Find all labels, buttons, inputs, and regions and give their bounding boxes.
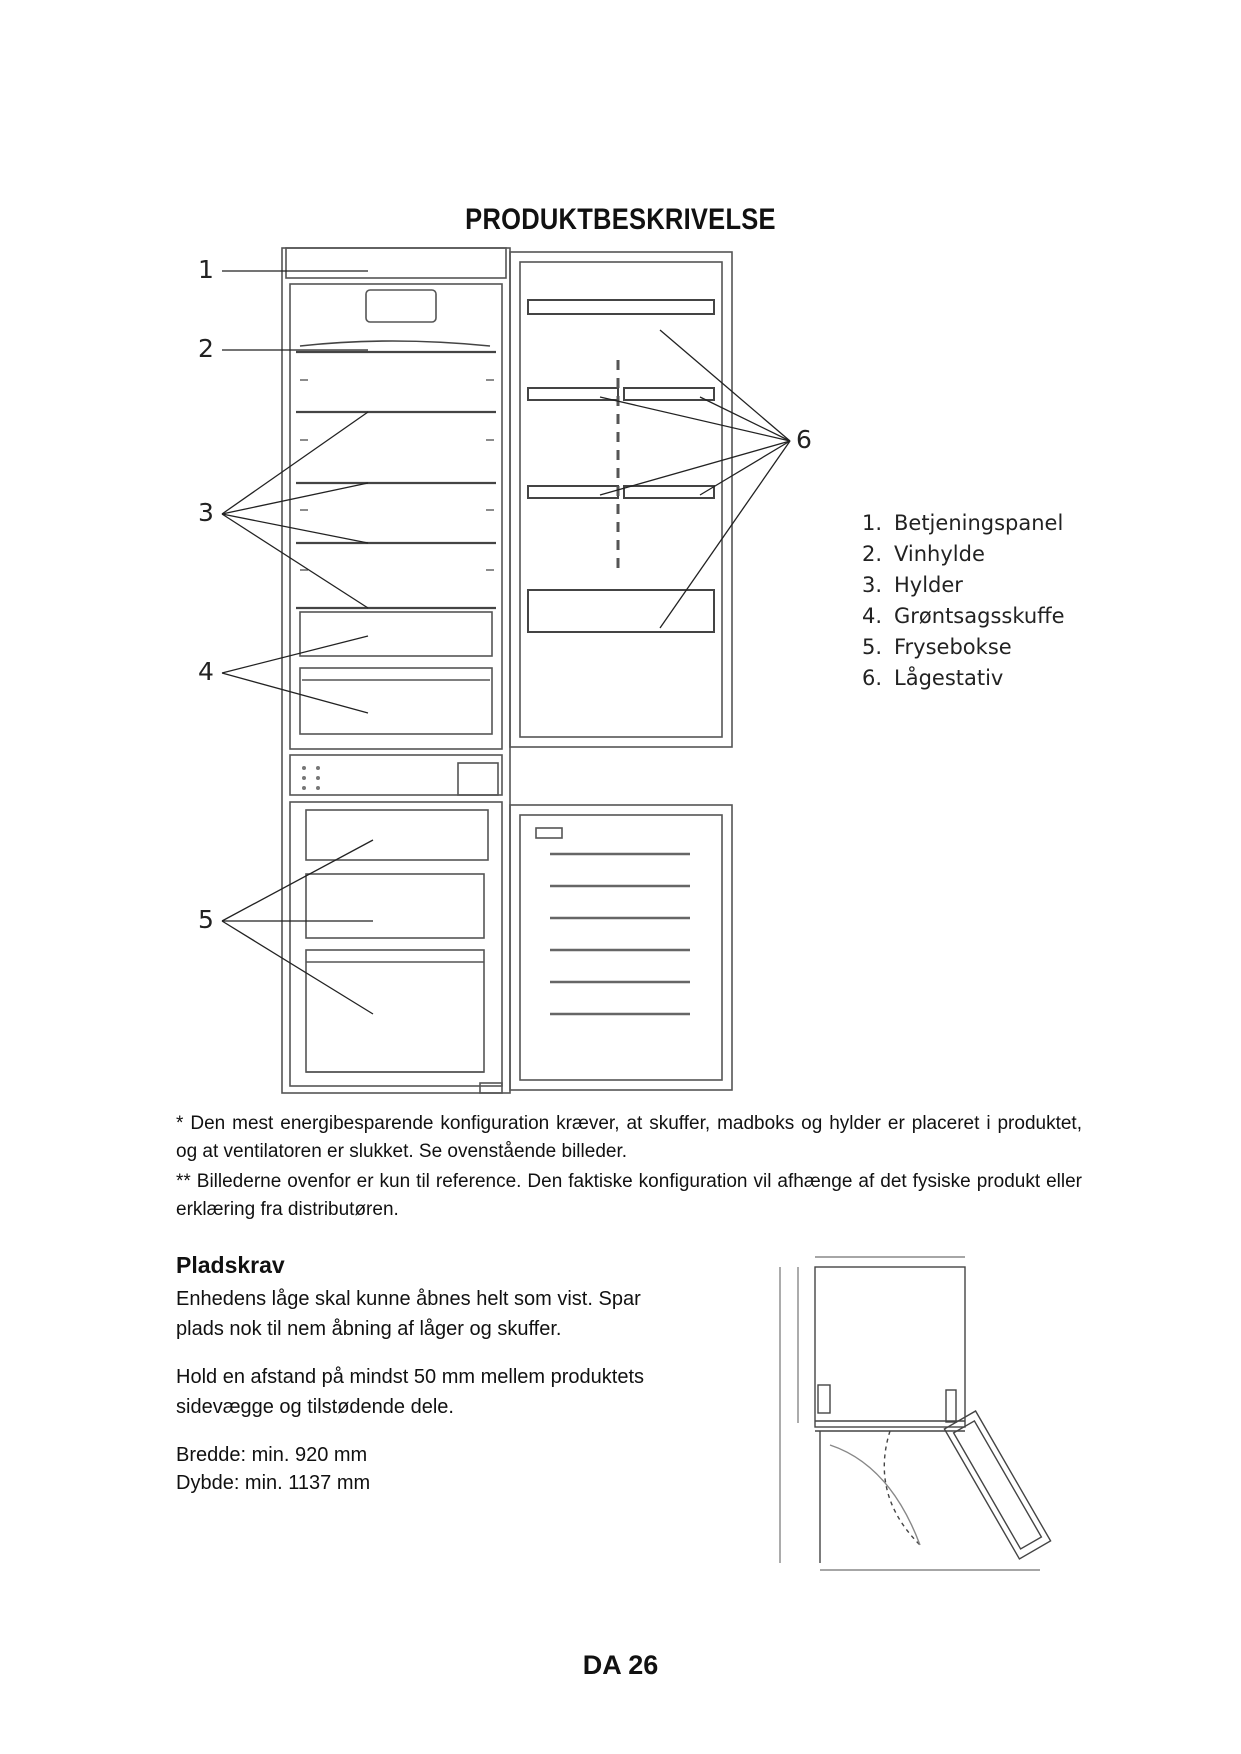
callout-3: 3 bbox=[198, 498, 214, 527]
freezer-door bbox=[510, 805, 732, 1090]
space-paragraph-2: Hold en afstand på mindst 50 mm mellem produktets sidevægge og tilstødende dele. bbox=[176, 1366, 644, 1418]
space-depth: Dybde: min. 1137 mm bbox=[176, 1472, 371, 1494]
callout-6: 6 bbox=[796, 425, 812, 454]
parts-legend bbox=[862, 508, 1065, 694]
legend-item: 3. Hylder bbox=[862, 573, 963, 597]
legend-item: 2. Vinhylde bbox=[862, 542, 985, 566]
callout-2: 2 bbox=[198, 334, 214, 363]
note-2: ** Billederne ovenfor er kun til reference. Den faktiske konfiguration vil afhænge af det fysiske produkt eller erklæring fra distributøren. bbox=[176, 1171, 1082, 1220]
cabinet-outline bbox=[282, 248, 510, 1093]
legend-item: 5. Frysebokse bbox=[862, 635, 1012, 659]
callout-5: 5 bbox=[198, 905, 214, 934]
callout-1: 1 bbox=[198, 255, 214, 284]
legend-item: 6. Lågestativ bbox=[862, 666, 1004, 690]
legend-item: 1. Betjeningspanel bbox=[862, 511, 1064, 535]
notes-block bbox=[176, 1110, 1082, 1224]
clearance-diagram bbox=[770, 1245, 1070, 1575]
freezer-compartment bbox=[290, 802, 502, 1086]
fridge-door bbox=[510, 252, 732, 747]
callout-4: 4 bbox=[198, 657, 214, 686]
space-heading: Pladskrav bbox=[176, 1252, 285, 1278]
page-number: DA 26 bbox=[582, 1650, 659, 1680]
space-width: Bredde: min. 920 mm bbox=[176, 1444, 368, 1466]
note-1: * Den mest energibesparende konfiguration kræver, at skuffer, madboks og hylder er placeret i produktet, og at ventilatoren er slukket. Se ovenstående billeder. bbox=[176, 1113, 1082, 1162]
legend-item: 4. Grøntsagsskuffe bbox=[862, 604, 1065, 628]
space-paragraph-1: Enhedens låge skal kunne åbnes helt som vist. Spar plads nok til nem åbning af låger og skuffer. bbox=[176, 1288, 641, 1340]
page-title: PRODUKTBESKRIVELSE bbox=[465, 203, 776, 236]
